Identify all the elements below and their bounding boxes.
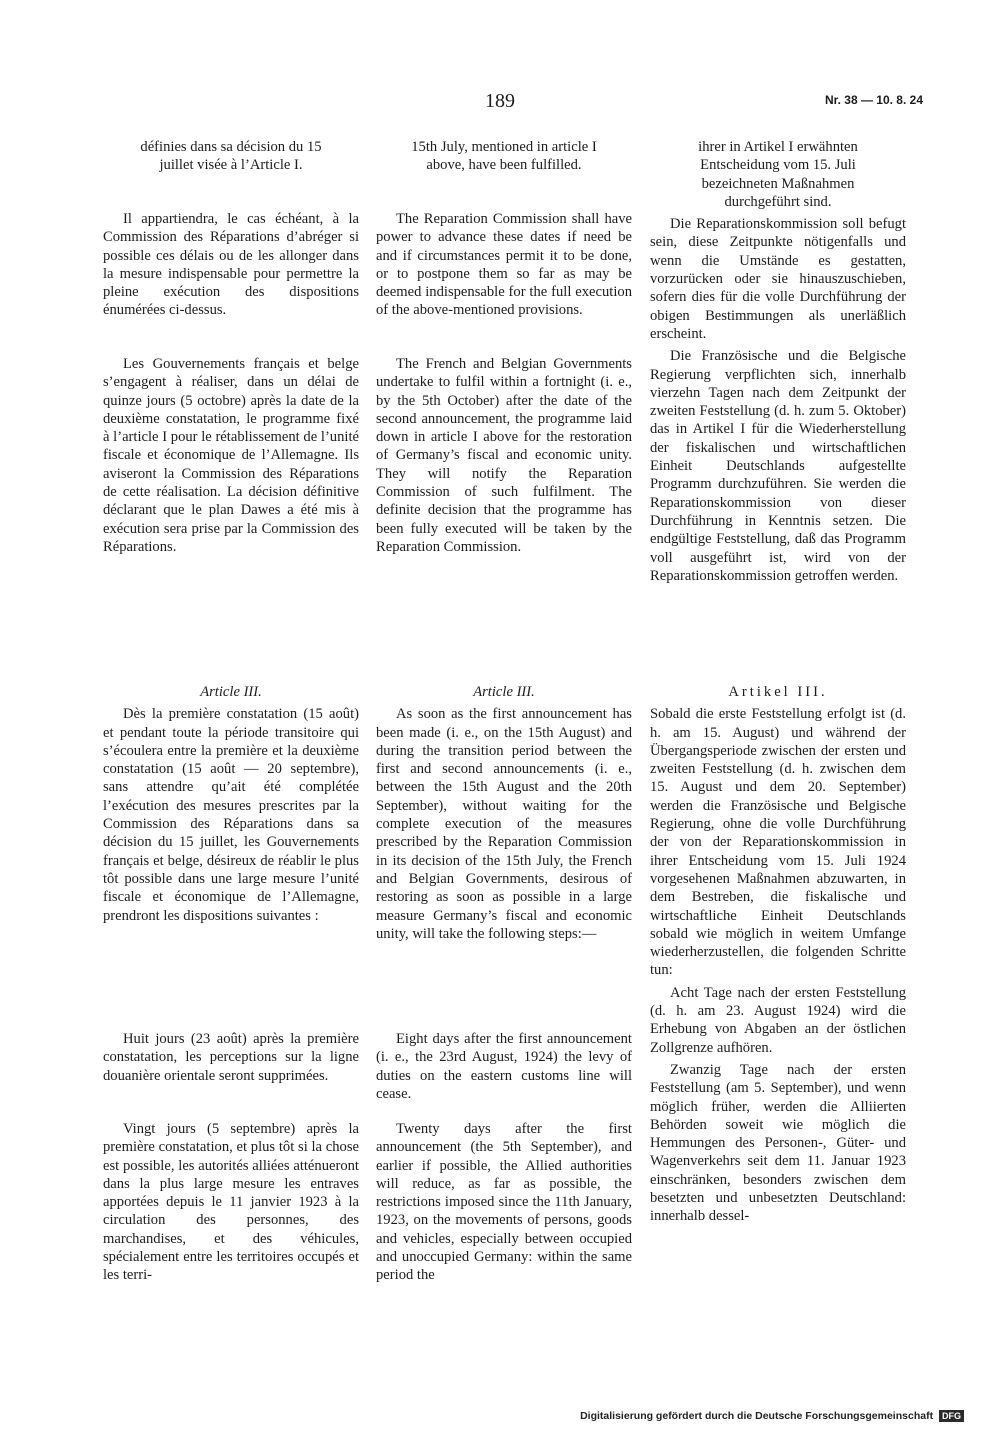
- german-article-paragraph-3: Zwanzig Tage nach der ersten Feststellung (am 5. September), und wenn möglich früher, werden die Alliierten Behörden soweit wie möglich die Hemmungen des Personen-, Güter- und Wagenverkehrs seit dem 11. Januar 1923 einschränken, besonders zwischen dem besetzten und unbesetzten Deutschland: innerhalb dessel-: [650, 1061, 906, 1225]
- french-carry-paragraph: définies dans sa décision du 15 juillet visée à l’Article I.: [140, 139, 322, 174]
- english-article-paragraph-3: Twenty days after the first announcement (the 5th September), and earlier if possible, the Allied authorities will reduce, as far as possible, the restrictions imposed since the 11th January, 1923, on the movements of persons, goods and vehicles, especially between occupied and unoccupied Germany: within the same period the: [376, 1121, 632, 1284]
- german-article-paragraph-1: Sobald die erste Feststellung erfolgt ist (d. h. am 15. August) und während der Übergangsperiode zwischen der ersten und zweiten Feststellung (d. h. zwischen dem 15. August und dem 20. September) werden die Französische und Belgische Regierung, ohne die volle Durchführung der von der Reparationskommission in ihrer Entscheidung vom 15. Juli 1924 vorgesehenen Maßnahmen abzuwarten, in dem Bestreben, die fiskalische und wirtschaftliche Einheit Deutschlands sobald wie möglich in weitem Umfange wiederherzustellen, die folgenden Schritte tun:: [650, 706, 906, 979]
- french-top-block: [103, 138, 359, 175]
- german-carry-paragraph: ihrer in Artikel I erwähnten Entscheidung vom 15. Juli bezeichneten Maßnahmen durchgeführt sind.: [698, 139, 858, 210]
- page-number: 189: [485, 90, 515, 112]
- dfg-logo: DFG: [939, 1410, 964, 1422]
- english-paragraph-dates: The Reparation Commission shall have power to advance these dates if need be and if circumstances permit it to be done, or to postpone them so far as may be deemed indispensable for the full execution of the above-mentioned provisions.: [376, 211, 632, 319]
- german-article-heading: Artikel III.: [728, 684, 828, 700]
- french-article-paragraph-2: Huit jours (23 août) après la première constatation, les perceptions sur la ligne douanière orientale seront supprimées.: [103, 1031, 359, 1084]
- digitization-footer: [580, 1410, 964, 1422]
- english-carry-paragraph: 15th July, mentioned in article I above, have been fulfilled.: [411, 139, 597, 174]
- french-paragraph-programme: Les Gouvernements français et belge s’engagent à réaliser, dans un délai de quinze jours (5 octobre) après la date de la deuxième constatation, le programme fixé à l’article I pour le rétablissement de l’unité fiscale et économique de l’Allemagne. Ils aviseront la Commission des Réparations de cette réalisation. La décision définitive déclarant que le plan Dawes a été mis à exécution sera prise par la Commission des Réparations.: [103, 356, 359, 555]
- english-article-paragraph-2: Eight days after the first announcement (i. e., the 23rd August, 1924) the levy of duties on the eastern customs line will cease.: [376, 1031, 632, 1102]
- english-paragraph-programme: The French and Belgian Governments undertake to fulfil within a fortnight (i. e., by the 5th October) after the date of the second announcement, the programme laid down in article I above for the restoration of Germany’s fiscal and economic unity. They will notify the Reparation Commission of such fulfilment. The definite decision that the programme has been fully executed will be taken by the Reparation Commission.: [376, 356, 632, 555]
- footer-text: Digitalisierung gefördert durch die Deutsche Forschungsgemeinschaft: [580, 1410, 934, 1422]
- english-article-heading: Article III.: [473, 684, 535, 700]
- french-article-heading: Article III.: [200, 684, 262, 700]
- german-article-paragraph-2: Acht Tage nach der ersten Feststellung (d. h. am 23. August 1924) wird die Erhebung von Abgaben an der östlichen Zollgrenze aufhören.: [650, 984, 906, 1056]
- issue-number: Nr. 38 — 10. 8. 24: [824, 93, 923, 107]
- french-article-paragraph-3: Vingt jours (5 septembre) après la première constatation, et plus tôt si la chose est possible, les autorités alliées atténueront dans la plus large mesure les entraves apportées depuis le 11 janvier 1923 à la circulation des personnes, des marchandises, et des véhicules, spécialement entre les territoires occupés et les terri-: [103, 1121, 359, 1284]
- german-paragraph-dates: Die Reparationskommission soll befugt sein, diese Zeitpunkte nötigenfalls und wenn die Umstände es gestatten, vorzurücken oder sie hinauszuschieben, sofern dies für die volle Durchführung der obigen Bestimmungen als unerläßlich erscheint.: [650, 216, 906, 342]
- french-article-paragraph-1: Dès la première constatation (15 août) et pendant toute la période transitoire qui s’écoulera entre la première et la deuxième constatation (15 août — 20 septembre), sans attendre qu’ait été complétée l’exécution des mesures prescrites par la Commission des Réparations dans sa décision du 15 juillet, les Gouvernements français et belge, désireux de réablir le plus tôt possible dans une large mesure l’unité fiscale et économique de l’Allemagne, prendront les dispositions suivantes :: [103, 706, 359, 924]
- german-paragraph-programme: Die Französische und die Belgische Regierung verpflichten sich, innerhalb vierzehn Tagen nach dem Zeitpunkt der zweiten Feststellung (d. h. zum 5. Oktober) das in Artikel I für die Wiederherstellung der fiskalischen und wirtschaftlichen Einheit Deutschlands aufgestellte Programm durchzuführen. Sie werden die Reparationskommission von dieser Durchführung in Kenntnis setzen. Die endgültige Feststellung, daß das Programm voll ausgeführt ist, wird von der Reparationskommission getroffen werden.: [650, 348, 906, 584]
- english-article-paragraph-1: As soon as the first announcement has been made (i. e., on the 15th August) and during the transition period between the first and second announcements (i. e., between the 15th August and the 20th September), without waiting for the complete execution of the measures prescribed by the Reparation Commission in its decision of the 15th July, the French and Belgian Governments, desirous of restoring as soon as possible in a large measure Germany’s fiscal and economic unity, will take the following steps:—: [376, 706, 632, 942]
- french-paragraph-delays: Il appartiendra, le cas échéant, à la Commission des Réparations d’abréger si possible ces délais ou de les allonger dans la mesure indispensable pour permettre la pleine exécution des dispositions énumérées ci-dessus.: [103, 211, 359, 319]
